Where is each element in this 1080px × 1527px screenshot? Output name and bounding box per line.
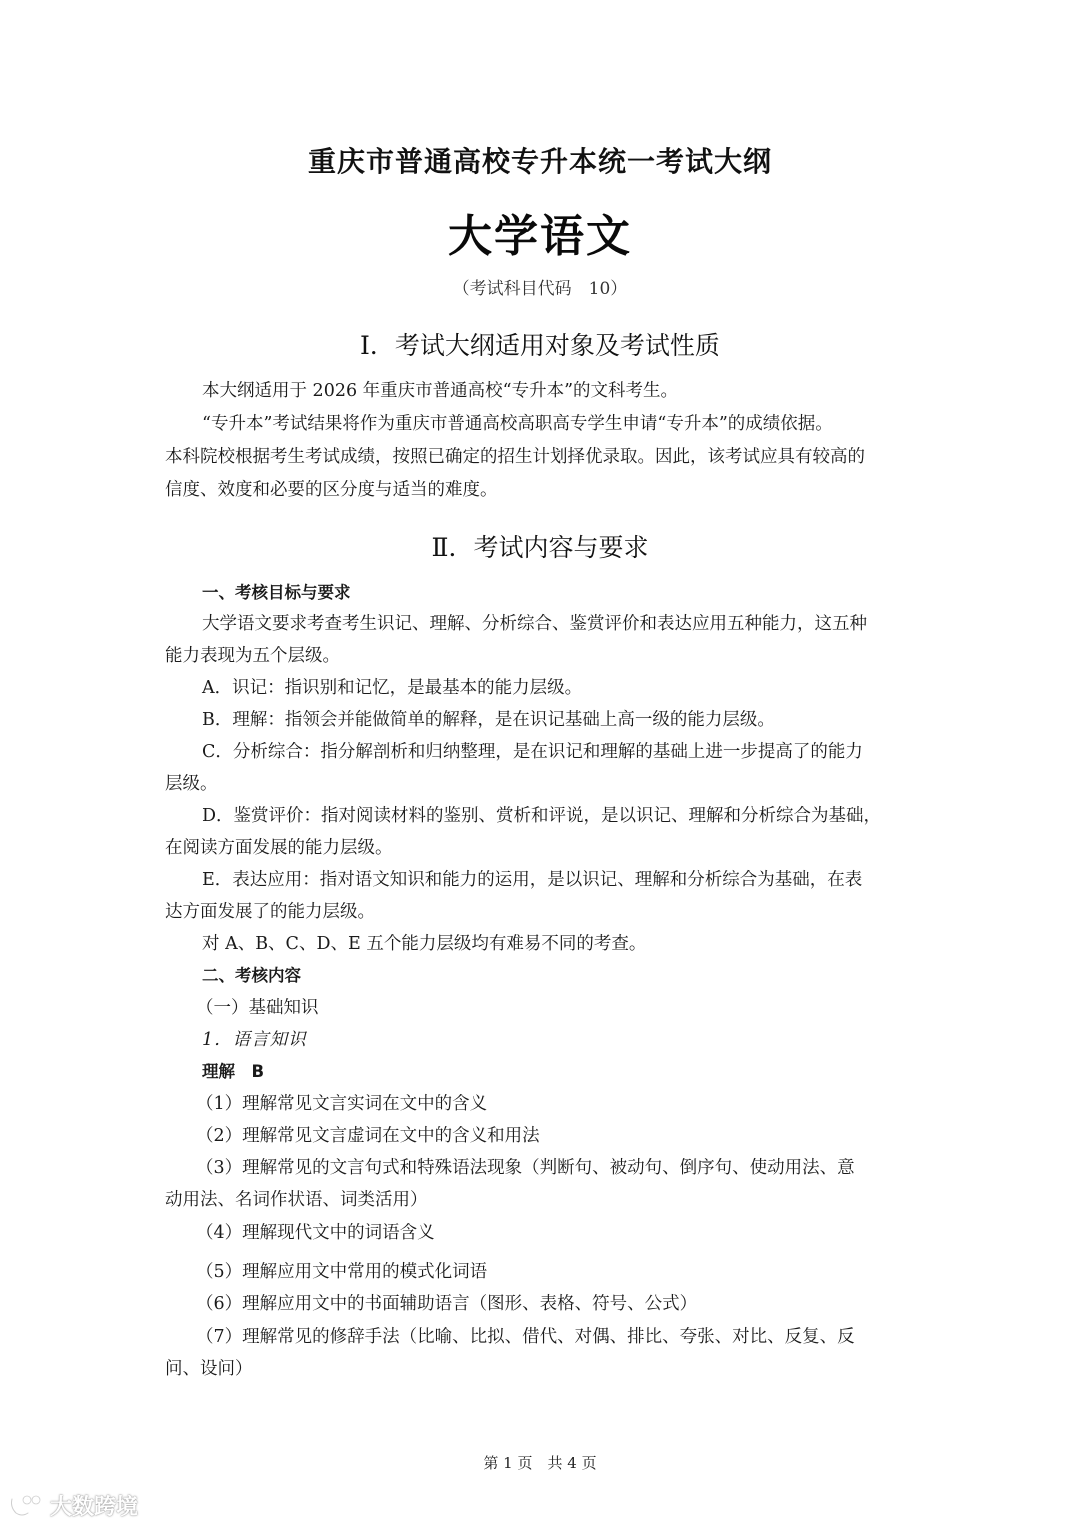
- subject-code: （考试科目代码 10）: [452, 279, 628, 299]
- level-label-understand-b: 理解 B: [202, 1062, 265, 1081]
- paragraph-line: 能力表现为五个层级。: [165, 646, 340, 666]
- document-title: 重庆市普通高校专升本统一考试大纲: [307, 145, 772, 178]
- subheading-assessment-goals: 一、考核目标与要求: [202, 583, 351, 602]
- brand-logo-icon: [8, 1493, 44, 1519]
- list-item: （1）理解常见文言实词在文中的含义: [196, 1094, 488, 1114]
- level-b-line: B．理解：指领会并能做简单的解释，是在识记基础上高一级的能力层级。: [202, 710, 775, 730]
- paragraph-line: 本科院校根据考生考试成绩，按照已确定的招生计划择优录取。因此，该考试应具有较高的: [165, 447, 865, 467]
- section-heading-2: Ⅱ．考试内容与要求: [431, 533, 649, 562]
- paragraph-line: “专升本”考试结果将作为重庆市普通高校高职高专学生申请“专升本”的成绩依据。: [202, 414, 833, 434]
- level-d-line: D．鉴赏评价：指对阅读材料的鉴别、赏析和评说，是以识记、理解和分析综合为基础，: [202, 806, 882, 826]
- list-item: （6）理解应用文中的书面辅助语言（图形、表格、符号、公式）: [196, 1294, 698, 1314]
- list-item: （3）理解常见的文言句式和特殊语法现象（判断句、被动句、倒序句、使动用法、意: [196, 1158, 855, 1178]
- list-item: （4）理解现代文中的词语含义: [196, 1223, 435, 1243]
- list-item: （5）理解应用文中常用的模式化词语: [196, 1262, 488, 1282]
- subheading-language-knowledge: 1．语言知识: [202, 1030, 307, 1050]
- list-item-continuation: 动用法、名词作状语、词类活用）: [165, 1190, 428, 1210]
- section-heading-1: Ⅰ．考试大纲适用对象及考试性质: [360, 331, 720, 360]
- paragraph-line: 达方面发展了的能力层级。: [165, 902, 375, 922]
- paragraph-line: 信度、效度和必要的区分度与适当的难度。: [165, 480, 498, 500]
- list-item: （2）理解常见文言虚词在文中的含义和用法: [196, 1126, 540, 1146]
- list-item-continuation: 问、设问）: [165, 1359, 253, 1379]
- subject-title: 大学语文: [448, 211, 632, 262]
- level-a-line: A．识记：指识别和记忆，是最基本的能力层级。: [202, 678, 583, 698]
- page-number: 第 1 页 共 4 页: [483, 1454, 597, 1472]
- paragraph-line: 本大纲适用于 2026 年重庆市普通高校“专升本”的文科考生。: [202, 381, 679, 401]
- paragraph-line: 大学语文要求考查考生识记、理解、分析综合、鉴赏评价和表达应用五种能力，这五种: [202, 614, 867, 634]
- paragraph-line: 层级。: [165, 774, 218, 794]
- subheading-assessment-content: 二、考核内容: [202, 966, 301, 985]
- subheading-basic-knowledge: （一）基础知识: [196, 998, 319, 1018]
- watermark: [8, 1490, 138, 1521]
- level-c-line: C．分析综合：指分解剖析和归纳整理，是在识记和理解的基础上进一步提高了的能力: [202, 742, 863, 762]
- list-item: （7）理解常见的修辞手法（比喻、比拟、借代、对偶、排比、夸张、对比、反复、反: [196, 1327, 855, 1347]
- watermark-text: 大数跨境: [50, 1495, 139, 1520]
- level-e-line: E．表达应用：指对语文知识和能力的运用，是以识记、理解和分析综合为基础，在表: [202, 870, 863, 890]
- paragraph-line: 在阅读方面发展的能力层级。: [165, 838, 393, 858]
- paragraph-line: 对 A、B、C、D、E 五个能力层级均有难易不同的考查。: [202, 934, 647, 954]
